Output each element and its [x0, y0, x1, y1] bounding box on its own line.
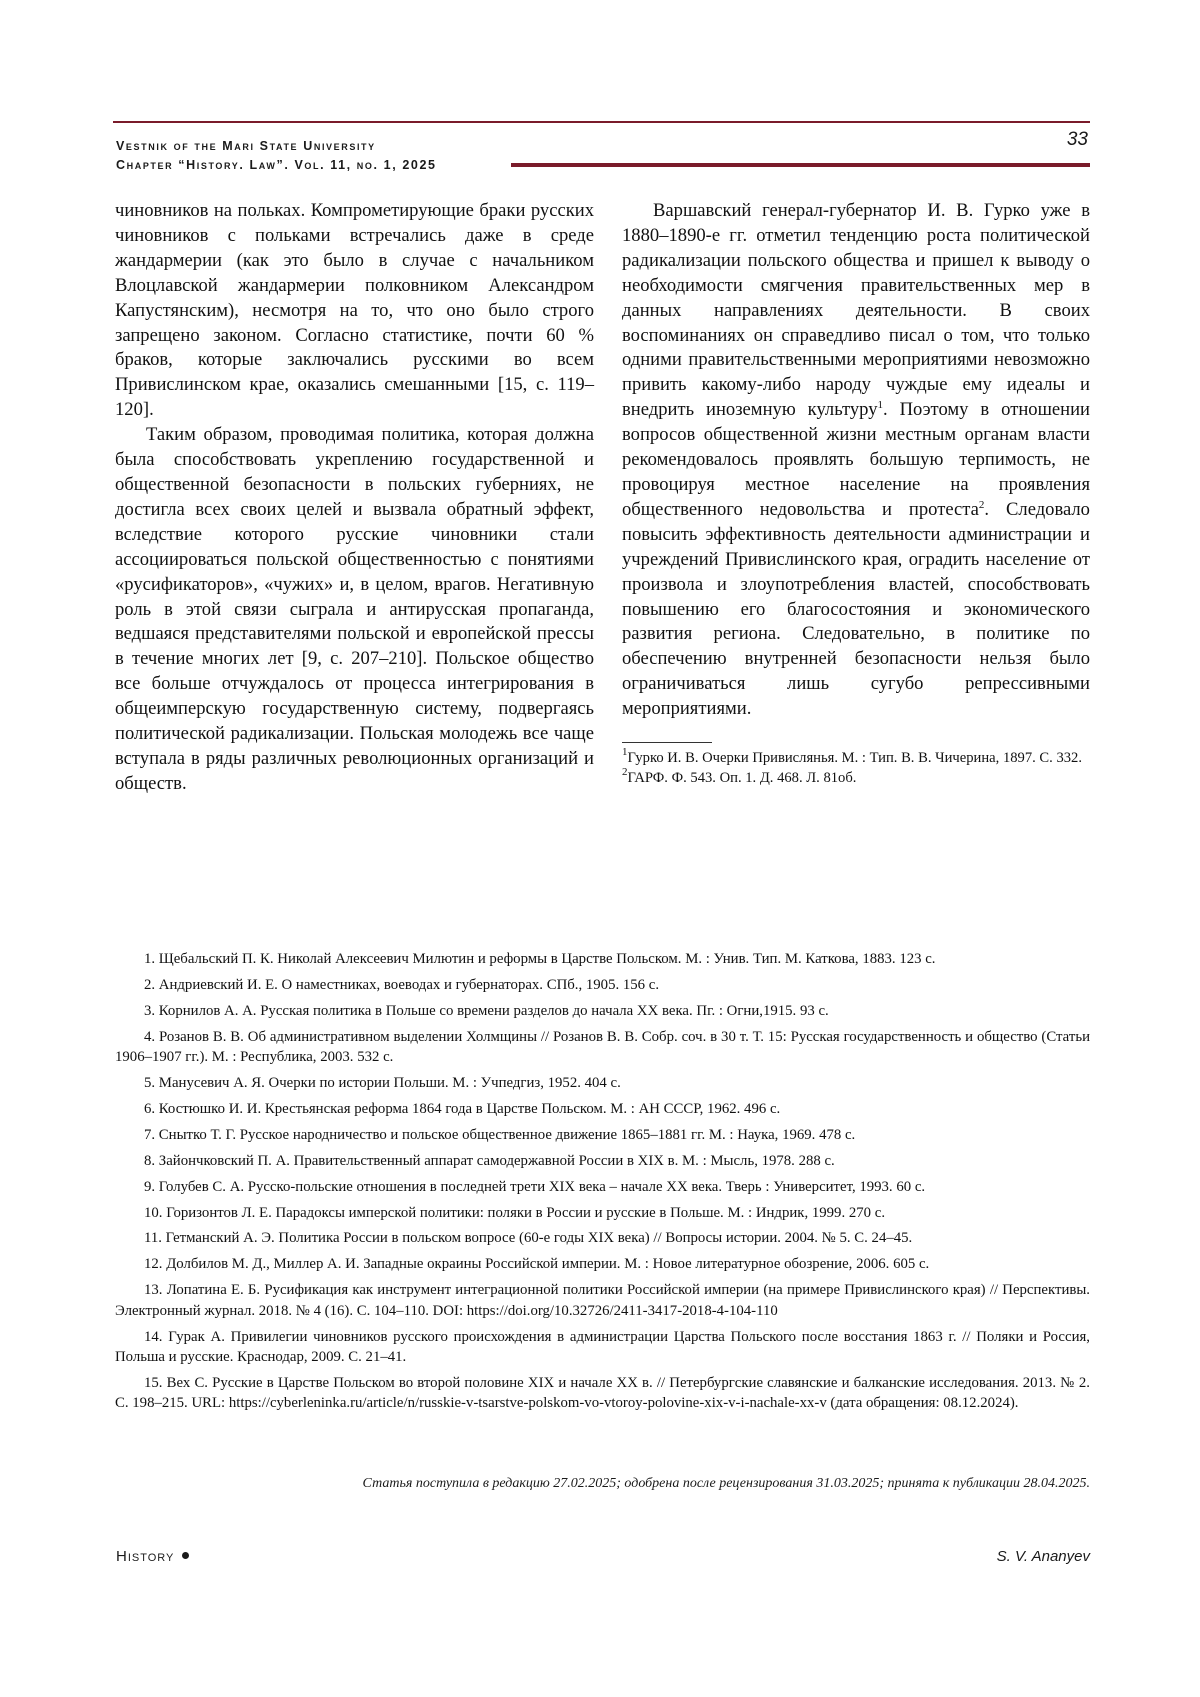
- paragraph: Таким образом, проводимая политика, которая должна была способствовать укреплению государственной и общественной безопасности в польских губерниях, не достигла всех своих целей и вызвала обратный эффект, вследствие которого русские чиновники стали ассоциироваться польской общественностью с понятиями «русификаторов», «чужих» и, в целом, врагов. Негативную роль в этой связи сыграла и антирусская пропаганда, ведшаяся представителями польской и европейской прессы в течение многих лет [9, с. 207–210]. Польское общество все больше отчуждалось от процесса интегрирования в общеимперскую государственную систему, подвергаясь политической радикализации. Польская молодежь все чаще вступала в ряды различных революционных организаций и обществ.: [115, 424, 594, 794]
- footnote-separator: [622, 742, 712, 743]
- journal-title-line-2: Chapter “History. Law”. Vol. 11, no. 1, 2025: [116, 158, 437, 172]
- reference-item: 10. Горизонтов Л. Е. Парадоксы имперской политики: поляки в России и русские в Польше. М. : Индрик, 1999. 270 с.: [144, 1204, 886, 1221]
- footnote-mark: 1: [622, 746, 628, 759]
- left-text-column: [115, 199, 594, 797]
- reference-item: 1. Щебальский П. К. Николай Алексеевич Милютин и реформы в Царстве Польском. М. : Унив. Тип. М. Каткова, 1883. 123 с.: [144, 951, 936, 967]
- reference-item: 15. Вех С. Русские в Царстве Польском во второй половине XIX и начале XX в. // Петербургские славянские и балканские исследования. 2013. № 2. С. 198–215. URL: https://cyberleninka.ru/article/n/russkie-v-tsarstve-polskom-vo-vtoroy-polovine-xix-v-i-nachale-xx-v (дата обращения: 08.12.2024).: [115, 1374, 1090, 1412]
- footnote-text: ГАРФ. Ф. 543. Оп. 1. Д. 468. Л. 81об.: [627, 770, 857, 787]
- journal-title-line-1: Vestnik of the Mari State University: [116, 139, 376, 153]
- reference-item: 14. Гурак А. Привилегии чиновников русского происхождения в администрации Царства Польского после восстания 1863 г. // Поляки и Россия, Польша и русские. Краснодар, 2009. С. 21–41.: [115, 1328, 1090, 1366]
- footnote: [622, 748, 1090, 768]
- right-text-column: [622, 199, 1090, 788]
- footnote-text: Гурко И. В. Очерки Привислянья. М. : Тип. В. В. Чичерина, 1897. С. 332.: [627, 750, 1082, 767]
- paragraph-continued: чиновников на польках. Компрометирующие браки русских чиновников с польками встречались даже в среде жандармерии (как это было в случае с начальником Влоцлавской жандармерии полковником Александром Капустянским), несмотря на то, что оно было строго запрещено законом. Согласно статистике, почти 60 % браков, которые заключались русскими во всем Привислинском крае, оказались смешанными [15, с. 119–120].: [115, 200, 594, 421]
- header-top-rule: [113, 121, 1090, 123]
- footnote-ref-2[interactable]: 2: [978, 498, 985, 511]
- header-accent-rule: [511, 163, 1090, 167]
- footnote: [622, 768, 1090, 788]
- reference-item: 7. Снытко Т. Г. Русское народничество и польское общественное движение 1865–1881 гг. М. : Наука, 1969. 478 с.: [144, 1126, 856, 1143]
- footnote-mark: 2: [622, 766, 628, 779]
- footer-section: [116, 1548, 189, 1565]
- footer-author: S. V. Ananyev: [996, 1548, 1090, 1565]
- reference-item: 3. Корнилов А. А. Русская политика в Польше со времени разделов до начала XX века. Пг. : Огни,1915. 93 с.: [144, 1002, 829, 1019]
- reference-item: 12. Долбилов М. Д., Миллер А. И. Западные окраины Российской империи. М. : Новое литературное обозрение, 2006. 605 с.: [144, 1256, 930, 1273]
- paragraph-text: . Поэтому в отношении вопросов общественной жизни местным органам власти рекомендовалось проявлять большую терпимость, не провоцируя местное население на проявления общественного недовольства и протеста: [622, 399, 1091, 520]
- article-dates-note: Статья поступила в редакцию 27.02.2025; одобрена после рецензирования 31.03.2025; принята к публикации 28.04.2025.: [362, 1476, 1090, 1491]
- reference-item: 8. Зайончковский П. А. Правительственный аппарат самодержавной России в XIX в. М. : Мысль, 1978. 288 с.: [144, 1152, 835, 1169]
- footer-section-label: History: [116, 1548, 175, 1565]
- paragraph-text: . Следовало повысить эффективность деятельности администрации и учреждений Привислинского края, оградить население от произвола и злоупотребления властей, способствовать повышению его благосостояния и экономического развития региона. Следовательно, в политике по обеспечению внутренней безопасности нельзя было ограничиваться лишь сугубо репрессивными мероприятиями.: [622, 498, 1090, 720]
- reference-item: 6. Костюшко И. И. Крестьянская реформа 1864 года в Царстве Польском. М. : АН СССР, 1962. 496 с.: [144, 1100, 781, 1117]
- reference-item: 11. Гетманский А. Э. Политика России в польском вопросе (60-е годы XIX века) // Вопросы истории. 2004. № 5. С. 24–45.: [144, 1230, 913, 1247]
- reference-item: 4. Розанов В. В. Об административном выделении Холмщины // Розанов В. В. Собр. соч. в 30 т. Т. 15: Русская государственность и общество (Статьи 1906–1907 гг.). М. : Республика, 2003. 532 с.: [115, 1028, 1090, 1066]
- reference-list: [115, 949, 1090, 1419]
- page-number: 33: [1066, 129, 1088, 150]
- bullet-dot-icon: [182, 1552, 189, 1559]
- journal-title: [116, 137, 516, 175]
- reference-item: 5. Манусевич А. Я. Очерки по истории Польши. М. : Учпедгиз, 1952. 404 с.: [144, 1075, 621, 1092]
- footnote-ref-1[interactable]: 1: [877, 399, 884, 412]
- reference-item: 13. Лопатина Е. Б. Русификация как инструмент интеграционной политики Российской империи (на примере Привислинского края) // Перспективы. Электронный журнал. 2018. № 4 (16). С. 104–110. DOI: https://doi.org/10.32726/2411-3417-2018-4-104-110: [115, 1282, 1090, 1319]
- reference-item: 9. Голубев С. А. Русско-польские отношения в последней трети XIX века – начале XX века. Тверь : Университет, 1993. 60 с.: [144, 1178, 926, 1195]
- paragraph-text: Варшавский генерал-губернатор И. В. Гурко уже в 1880–1890-е гг. отметил тенденцию роста политической радикализации польского общества и пришел к выводу о необходимости смягчения правительственных мер в данных направлениях деятельности. В своих воспоминаниях он справедливо писал о том, что только одними правительственными мероприятиями невозможно привить какому-либо народу чуждые ему идеалы и внедрить иноземную культуру: [622, 200, 1090, 421]
- reference-item: 2. Андриевский И. Е. О наместниках, воеводах и губернаторах. СПб., 1905. 156 с.: [144, 976, 660, 993]
- paragraph: [622, 199, 1090, 722]
